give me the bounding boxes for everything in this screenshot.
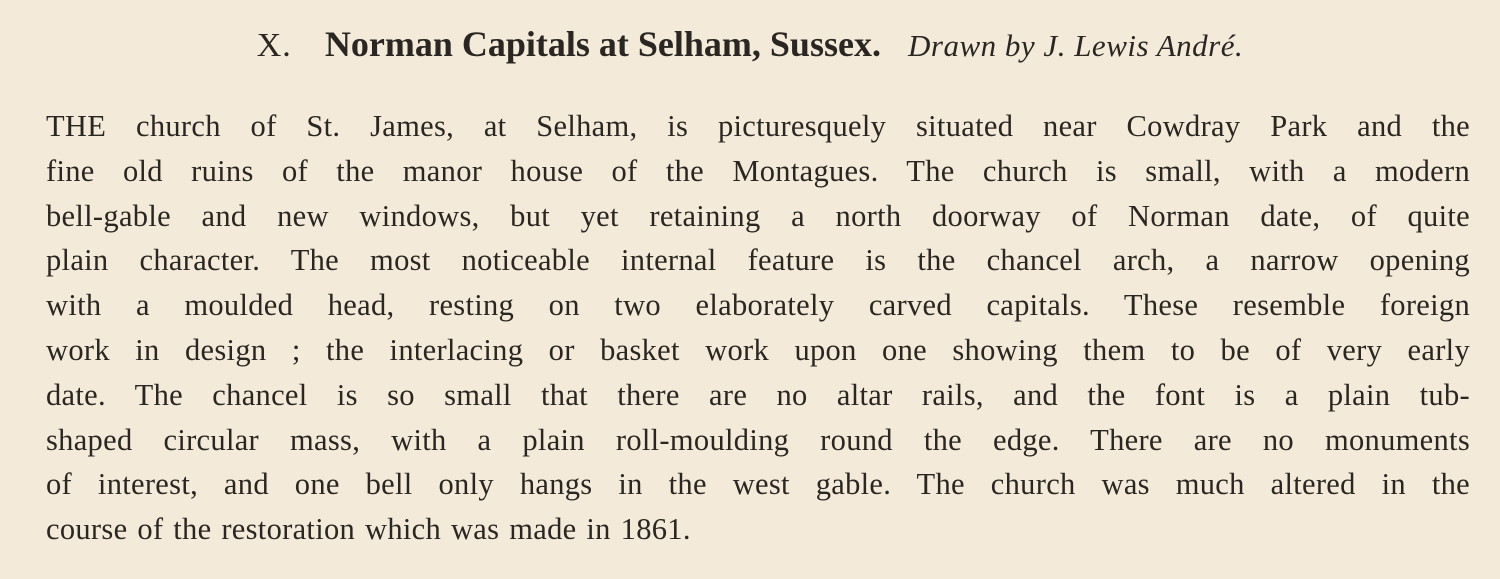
- plate-title: Norman Capitals at Selham, Sussex.: [324, 24, 881, 64]
- text-line-1-rest: church of St. James, at Selham, is picturesquely situated near Cowdray Park and the: [106, 109, 1470, 143]
- text-line-4: plain character. The most noticeable internal feature is the chancel arch, a narrow opening: [46, 243, 1470, 278]
- text-line-1: [46, 104, 1470, 149]
- plate-number: X.: [256, 27, 292, 64]
- text-line-9: of interest, and one bell only hangs in the west gable. The church was much altered in the: [46, 467, 1470, 502]
- text-line-6: work in design ; the interlacing or basket work upon one showing them to be of very early: [46, 332, 1470, 367]
- plate-heading: [0, 18, 1500, 77]
- text-line-7: date. The chancel is so small that there are no altar rails, and the font is a plain tub-: [46, 377, 1470, 412]
- text-line-5: with a moulded head, resting on two elaborately carved capitals. These resemble foreign: [46, 288, 1470, 323]
- plate-credit: Drawn by J. Lewis André.: [908, 28, 1244, 63]
- text-line-10: course of the restoration which was made in 1861.: [46, 512, 691, 547]
- body-paragraph: [46, 104, 1470, 552]
- text-line-8: shaped circular mass, with a plain roll-moulding round the edge. There are no monuments: [46, 422, 1470, 457]
- text-line-2: fine old ruins of the manor house of the Montagues. The church is small, with a modern: [46, 153, 1470, 188]
- text-line-3: bell-gable and new windows, but yet retaining a north doorway of Norman date, of quite: [46, 198, 1470, 233]
- lead-word: THE: [46, 109, 107, 143]
